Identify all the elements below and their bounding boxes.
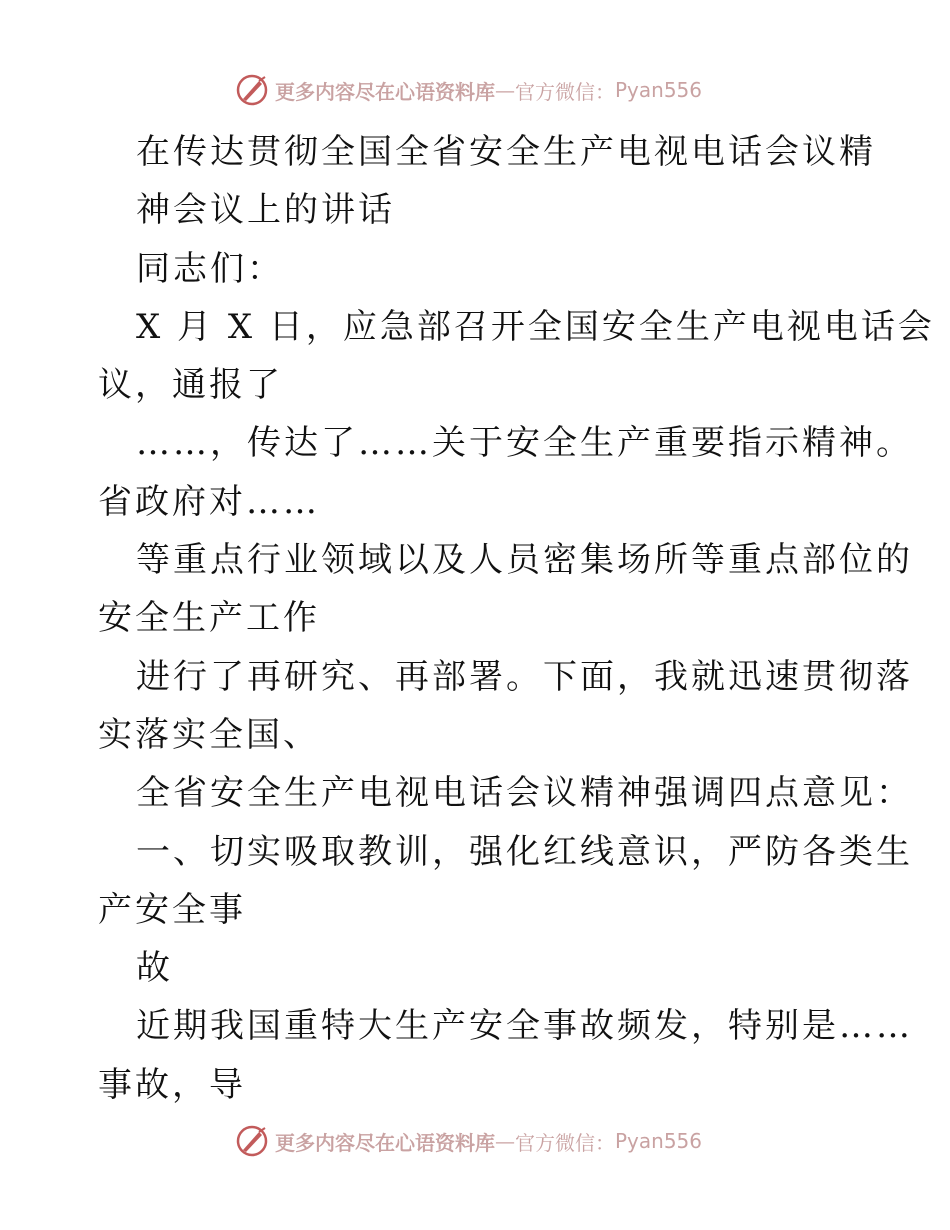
quill-logo-icon bbox=[235, 1124, 269, 1158]
watermark-wechat-label: 官方微信： bbox=[515, 1130, 615, 1155]
watermark-dash: — bbox=[495, 78, 515, 102]
body-line: 实落实全国、 bbox=[98, 714, 320, 755]
body-line: 神会议上的讲话 bbox=[136, 190, 395, 231]
watermark-dash: — bbox=[495, 1129, 515, 1153]
body-line: 全省安全生产电视电话会议精神强调四点意见： bbox=[136, 773, 913, 814]
body-line: 在传达贯彻全国全省安全生产电视电话会议精 bbox=[136, 132, 876, 172]
document-body bbox=[98, 123, 935, 1114]
footer-watermark-banner bbox=[235, 1123, 702, 1159]
body-line: 近期我国重特大生产安全事故频发，特别是…… bbox=[136, 1006, 913, 1047]
body-line: 等重点行业领域以及人员密集场所等重点部位的 bbox=[136, 540, 913, 581]
body-line: 同志们： bbox=[136, 248, 284, 289]
body-line: 事故，导 bbox=[98, 1064, 246, 1105]
body-line: 故 bbox=[136, 948, 173, 989]
body-line: ……，传达了……关于安全生产重要指示精神。 bbox=[136, 423, 913, 464]
watermark-brand-text: 更多内容尽在心语资料库 bbox=[275, 79, 495, 104]
body-line: 一、切实吸取教训，强化红线意识，严防各类生 bbox=[136, 831, 913, 872]
body-line: X 月 X 日，应急部召开全国安全生产电视电话会 bbox=[136, 306, 935, 347]
body-line: 省政府对…… bbox=[98, 481, 320, 522]
header-watermark-banner bbox=[235, 72, 702, 108]
body-line: 安全生产工作 bbox=[98, 598, 320, 639]
watermark-wechat-id: Pyan556 bbox=[615, 78, 703, 102]
body-line: 议，通报了 bbox=[98, 365, 283, 406]
watermark-wechat-label: 官方微信： bbox=[515, 79, 615, 104]
body-line: 产安全事 bbox=[98, 889, 246, 930]
quill-logo-icon bbox=[235, 73, 269, 107]
body-line: 进行了再研究、再部署。下面，我就迅速贯彻落 bbox=[136, 656, 913, 697]
watermark-brand-text: 更多内容尽在心语资料库 bbox=[275, 1130, 495, 1155]
watermark-wechat-id: Pyan556 bbox=[615, 1129, 703, 1153]
